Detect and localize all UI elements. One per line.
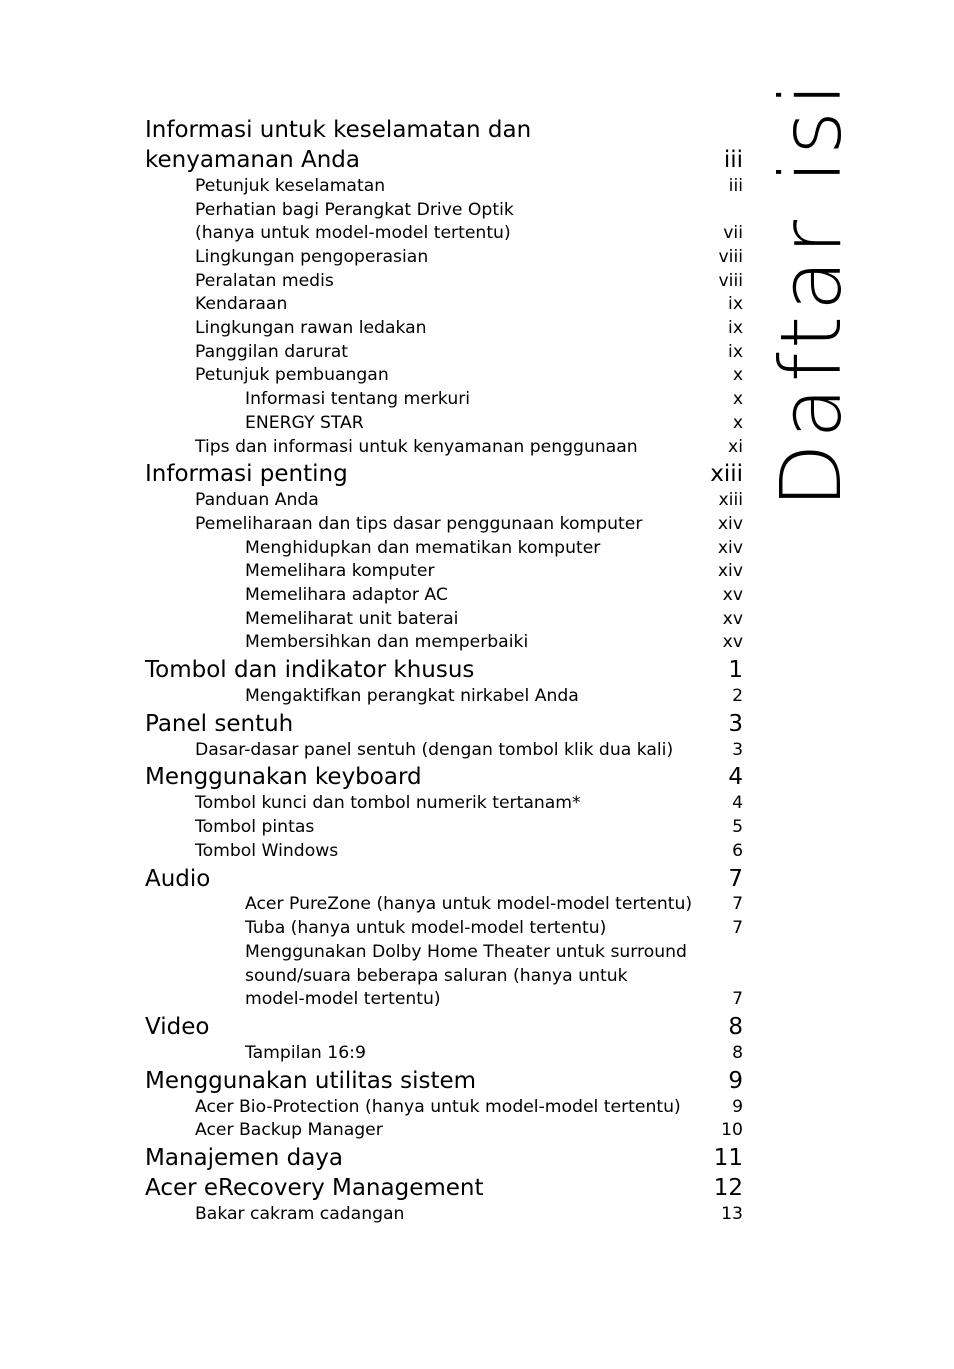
toc-entry-label: Menghidupkan dan mematikan komputer	[245, 537, 601, 558]
toc-entry-page-number: ix	[728, 294, 743, 315]
toc-entry-level-2[interactable]	[145, 270, 743, 294]
toc-entry-level-2[interactable]	[145, 840, 743, 864]
toc-entry-label: kenyamanan Anda	[145, 147, 360, 173]
toc-entry-level-3[interactable]	[145, 988, 743, 1012]
toc-entry-level-2[interactable]	[145, 317, 743, 341]
toc-entry-page-number: 7	[732, 918, 743, 939]
toc-entry-level-3[interactable]	[145, 1042, 743, 1066]
toc-entry-level-1[interactable]	[145, 709, 743, 739]
toc-entry-label: Acer Bio-Protection (hanya untuk model-model tertentu)	[195, 1096, 681, 1117]
page-title-vertical	[762, 77, 860, 508]
toc-entry-page-number: 8	[728, 1013, 743, 1040]
toc-entry-level-3[interactable]	[145, 941, 743, 965]
toc-entry-label: sound/suara beberapa saluran (hanya untuk	[245, 965, 628, 986]
toc-entry-page-number: 4	[728, 764, 743, 791]
toc-entry-label: Menggunakan utilitas sistem	[145, 1067, 477, 1094]
toc-entry-page-number: 6	[732, 840, 743, 861]
toc-entry-page-number: vii	[723, 223, 743, 244]
toc-entry-label: Panel sentuh	[145, 710, 294, 737]
toc-entry-level-2[interactable]	[145, 792, 743, 816]
toc-entry-level-2[interactable]	[145, 489, 743, 513]
toc-entry-level-3[interactable]	[145, 560, 743, 584]
toc-entry-page-number: x	[732, 365, 743, 386]
toc-entry-level-1[interactable]	[145, 145, 743, 175]
toc-entry-label: Acer eRecovery Management	[145, 1175, 484, 1201]
toc-entry-level-2[interactable]	[145, 436, 743, 460]
toc-entry-label: Tombol kunci dan tombol numerik tertanam*	[195, 793, 581, 814]
table-of-contents	[145, 115, 743, 1227]
toc-entry-level-3[interactable]	[145, 608, 743, 632]
toc-entry-page-number: xv	[722, 584, 743, 605]
toc-entry-level-3[interactable]	[145, 412, 743, 436]
toc-entry-page-number: 9	[732, 1096, 743, 1117]
toc-entry-label: Video	[145, 1013, 210, 1040]
toc-entry-page-number: iii	[728, 175, 743, 196]
toc-entry-level-2[interactable]	[145, 1203, 743, 1227]
toc-entry-page-number: viii	[718, 247, 743, 268]
toc-entry-page-number: 8	[732, 1042, 743, 1063]
toc-entry-level-1[interactable]	[145, 655, 743, 685]
toc-entry-page-number: xiv	[717, 537, 743, 558]
toc-entry-label: Lingkungan pengoperasian	[195, 247, 429, 268]
toc-entry-page-number: 9	[728, 1067, 743, 1094]
toc-entry-page-number: xiv	[717, 513, 743, 534]
toc-entry-label: Pemeliharaan dan tips dasar penggunaan komputer	[195, 513, 643, 534]
toc-entry-level-2[interactable]	[145, 246, 743, 270]
toc-entry-label: Acer PureZone (hanya untuk model-model tertentu)	[245, 894, 693, 915]
toc-entry-level-3[interactable]	[145, 631, 743, 655]
toc-entry-page-number: 7	[732, 989, 743, 1010]
toc-entry-label: model-model tertentu)	[245, 989, 441, 1010]
toc-entry-label: Informasi untuk keselamatan dan	[145, 117, 532, 143]
toc-entry-label: Acer Backup Manager	[195, 1120, 383, 1141]
toc-entry-label: Audio	[145, 865, 211, 892]
toc-entry-level-1[interactable]	[145, 459, 743, 489]
toc-entry-label: Mengaktifkan perangkat nirkabel Anda	[245, 686, 579, 707]
toc-entry-level-2[interactable]	[145, 1119, 743, 1143]
toc-entry-level-1[interactable]	[145, 864, 743, 894]
toc-entry-page-number: x	[732, 389, 743, 410]
toc-entry-level-1[interactable]	[145, 1173, 743, 1203]
toc-entry-label: Perhatian bagi Perangkat Drive Optik	[195, 199, 514, 220]
toc-entry-label: Memelihara komputer	[245, 561, 435, 582]
toc-entry-level-2[interactable]	[145, 513, 743, 537]
toc-entry-level-2[interactable]	[145, 341, 743, 365]
toc-entry-label: Lingkungan rawan ledakan	[195, 318, 427, 339]
toc-entry-page-number: 11	[713, 1145, 743, 1171]
toc-entry-page-number: 2	[732, 686, 743, 707]
toc-entry-page-number: 4	[732, 793, 743, 814]
toc-entry-level-1[interactable]	[145, 762, 743, 792]
toc-entry-level-3[interactable]	[145, 685, 743, 709]
toc-entry-label: Informasi penting	[145, 461, 348, 488]
toc-entry-level-3[interactable]	[145, 584, 743, 608]
toc-entry-page-number: ix	[728, 318, 743, 339]
toc-entry-level-3[interactable]	[145, 894, 743, 918]
toc-entry-level-2[interactable]	[145, 1096, 743, 1120]
toc-entry-label: Kendaraan	[195, 294, 288, 315]
toc-entry-label: Tombol pintas	[195, 817, 315, 838]
toc-entry-label: Manajemen daya	[145, 1145, 343, 1171]
toc-entry-level-2[interactable]	[145, 199, 743, 223]
toc-entry-label: Memelihara adaptor AC	[245, 584, 448, 605]
toc-entry-level-3[interactable]	[145, 917, 743, 941]
toc-entry-level-1[interactable]	[145, 1012, 743, 1042]
toc-entry-page-number: viii	[718, 270, 743, 291]
toc-entry-label: Tombol Windows	[195, 840, 339, 861]
toc-entry-label: Dasar-dasar panel sentuh (dengan tombol klik dua kali)	[195, 739, 674, 760]
toc-entry-label: Petunjuk keselamatan	[195, 175, 386, 196]
toc-entry-page-number: 12	[713, 1175, 743, 1201]
toc-entry-page-number: xiii	[718, 490, 743, 511]
toc-entry-page-number: 7	[728, 865, 743, 892]
toc-entry-label: Tombol dan indikator khusus	[145, 657, 475, 684]
toc-entry-label: Tuba (hanya untuk model-model tertentu)	[245, 918, 607, 939]
toc-entry-level-1[interactable]	[145, 1066, 743, 1096]
toc-entry-label: Informasi tentang merkuri	[245, 389, 471, 410]
toc-entry-page-number: x	[732, 412, 743, 433]
toc-entry-label: Tips dan informasi untuk kenyamanan penggunaan	[195, 436, 638, 457]
toc-entry-label: Bakar cakram cadangan	[195, 1203, 405, 1224]
toc-entry-page-number: xi	[728, 436, 743, 457]
toc-entry-page-number: xv	[722, 608, 743, 629]
toc-entry-label: Memeliharat unit baterai	[245, 608, 459, 629]
toc-entry-label: Menggunakan keyboard	[145, 764, 422, 791]
toc-entry-label: Panduan Anda	[195, 490, 319, 511]
toc-entry-level-2[interactable]	[145, 816, 743, 840]
toc-entry-label: (hanya untuk model-model tertentu)	[195, 223, 511, 244]
page-title-text: Daftar isi	[762, 77, 860, 508]
toc-entry-page-number: 10	[721, 1120, 743, 1141]
toc-entry-page-number: 3	[732, 739, 743, 760]
toc-entry-page-number: 7	[732, 894, 743, 915]
toc-entry-label: ENERGY STAR	[245, 412, 364, 433]
toc-entry-page-number: xv	[722, 632, 743, 653]
toc-entry-level-2[interactable]	[145, 293, 743, 317]
toc-entry-label: Menggunakan Dolby Home Theater untuk surround	[245, 941, 687, 962]
toc-entry-level-2[interactable]	[145, 739, 743, 763]
toc-entry-level-2[interactable]	[145, 222, 743, 246]
toc-entry-page-number: iii	[723, 147, 743, 173]
toc-entry-page-number: 5	[732, 817, 743, 838]
toc-entry-level-2[interactable]	[145, 365, 743, 389]
toc-entry-level-3[interactable]	[145, 537, 743, 561]
toc-entry-page-number: 1	[728, 657, 743, 684]
toc-entry-page-number: ix	[728, 341, 743, 362]
toc-entry-page-number: xiii	[710, 461, 743, 488]
toc-entry-level-3[interactable]	[145, 965, 743, 989]
toc-entry-label: Membersihkan dan memperbaiki	[245, 632, 529, 653]
toc-entry-level-2[interactable]	[145, 175, 743, 199]
toc-entry-label: Petunjuk pembuangan	[195, 365, 389, 386]
toc-entry-page-number: 13	[721, 1203, 743, 1224]
toc-entry-level-1[interactable]	[145, 1143, 743, 1173]
toc-entry-label: Tampilan 16:9	[245, 1042, 366, 1063]
toc-entry-page-number: xiv	[717, 561, 743, 582]
toc-entry-level-1[interactable]	[145, 115, 743, 145]
toc-entry-level-3[interactable]	[145, 388, 743, 412]
toc-entry-label: Peralatan medis	[195, 270, 334, 291]
toc-entry-label: Panggilan darurat	[195, 341, 349, 362]
toc-entry-page-number: 3	[728, 710, 743, 737]
